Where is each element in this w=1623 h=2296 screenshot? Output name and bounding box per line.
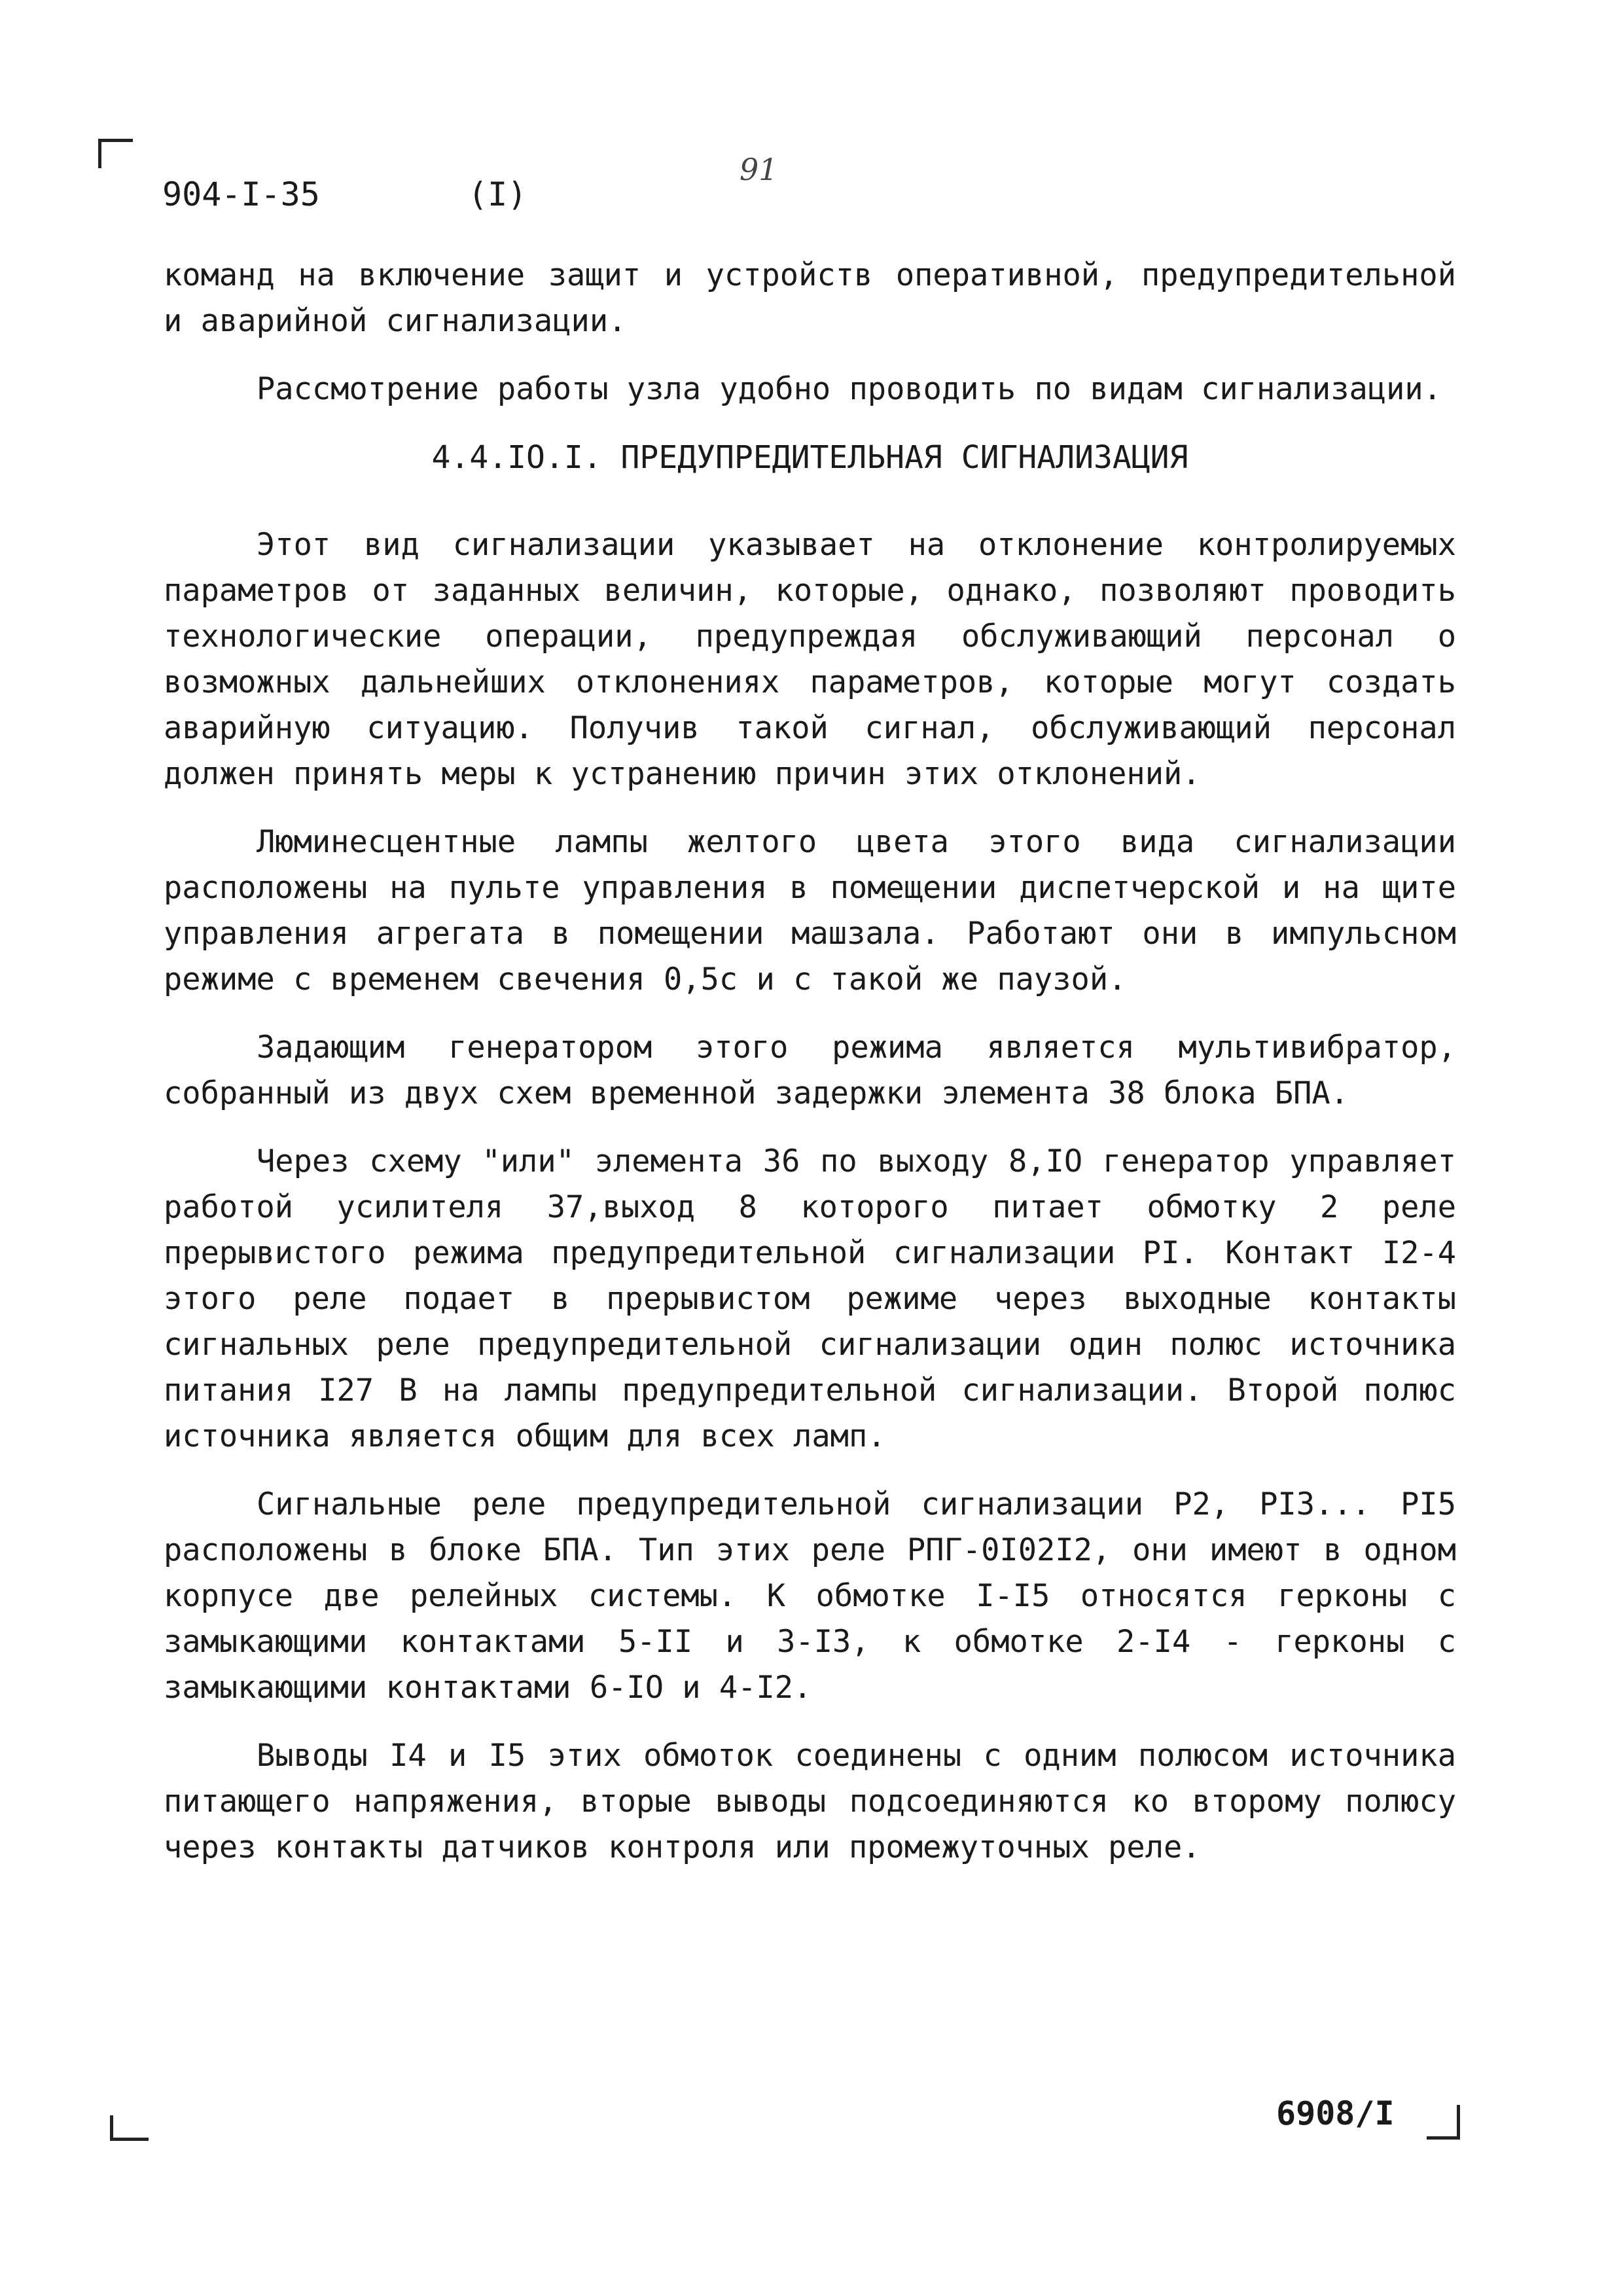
paragraph: Рассмотрение работы узла удобно проводить по видам сигнализации. <box>257 371 1442 407</box>
document-code: 904-I-35 <box>162 175 320 213</box>
paragraph: Сигнальные реле предупредительной сигнализации P2, PI3... PI5 расположены в блоке БПА. Тип этих реле РПГ-0I02I2, они имеют в одном корпусе две релейных системы. К обмотке I-I5 относятся герконы с замыкающими контактами 5-II и 3-I3, к обмотке 2-I4 - герконы с замыкающими контактами 6-IO и 4-I2. <box>164 1486 1456 1706</box>
paragraph: Люминесцентные лампы желтого цвета этого вида сигнализации расположены на пульте управления в помещении диспетчерской и на щите управления агрегата в помещении машзала. Работают они в импульсном режиме с временем свечения 0,5с и с такой же паузой. <box>164 824 1456 997</box>
paragraph: Задающим генератором этого режима является мультивибратор, собранный из двух схем временной задержки элемента 38 блока БПА. <box>164 1030 1456 1111</box>
body-text <box>164 253 1456 1893</box>
corner-mark-bottom-right <box>1427 2105 1460 2140</box>
paragraph: Через схему "или" элемента 36 по выходу 8,IO генератор управляет работой усилителя 37,выход 8 которого питает обмотку 2 реле прерывистого режима предупредительной сигнализации PI. Контакт I2-4 этого реле подает в прерывистом режиме через выходные контакты сигнальных реле предупредительной сигнализации один полюс источника питания I27 В на лампы предупредительной сигнализации. Второй полюс источника является общим для всех ламп. <box>164 1143 1456 1454</box>
corner-mark-top-left <box>98 139 133 168</box>
paragraph-continued: команд на включение защит и устройств оперативной, предупредительной и аварийной сигнализации. <box>164 257 1456 339</box>
handwritten-page-number: 91 <box>740 152 778 187</box>
document-part-number: (I) <box>468 175 527 213</box>
section-heading: 4.4.IO.I. ПРЕДУПРЕДИТЕЛЬНАЯ СИГНАЛИЗАЦИЯ <box>431 439 1188 476</box>
corner-mark-bottom-left <box>110 2115 149 2141</box>
sheet-number: 6908/I <box>1276 2094 1395 2132</box>
paragraph: Этот вид сигнализации указывает на отклонение контролируемых параметров от заданных величин, которые, однако, позволяют проводить технологические операции, предупреждая обслуживающий персонал о возможных дальнейших отклонениях параметров, которые могут создать аварийную ситуацию. Получив такой сигнал, обслуживающий персонал должен принять меры к устранению причин этих отклонений. <box>164 527 1456 792</box>
paragraph: Выводы I4 и I5 этих обмоток соединены с одним полюсом источника питающего напряжения, вторые выводы подсоединяются ко второму полюсу через контакты датчиков контроля или промежуточных реле. <box>164 1738 1456 1865</box>
